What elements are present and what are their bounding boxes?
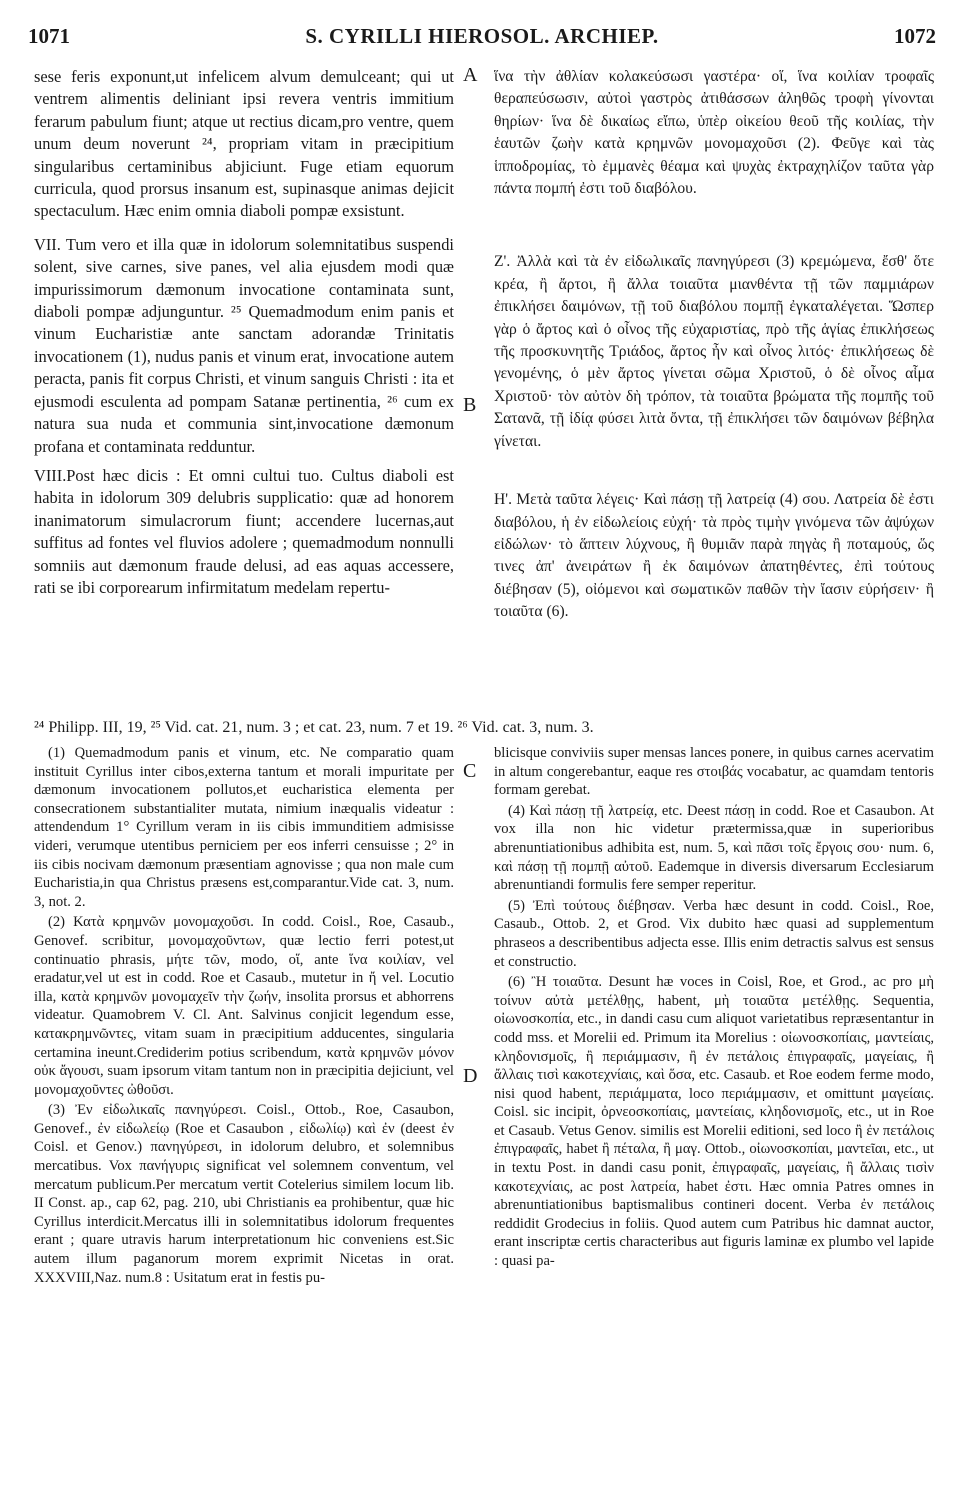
margin-letter-a: A [463,64,478,86]
latin-column [34,66,454,606]
footnote-continuation: blicisque conviviis super mensas lances ponere, in quibus carnes acervatim in altum congerebantur, eaque res στοιβάς vocabatur, ac quamdam tentoris formam gerebat. [494,745,934,799]
footnotes-right [494,744,934,1273]
greek-paragraph: Η'. Μετὰ ταῦτα λέγεις· Καὶ πάσῃ τῇ λατρείᾳ (4) σου. Λατρεία δὲ ἐστι διαβόλου, ἡ ἐν εἰδωλείοις εὐχή· τὰ πρὸς τιμὴν γινόμενα τῶν ἀψύχων εἰδώλων· τὸ ἅπτειν λύχνους, ἢ θυμιᾶν παρὰ πηγὰς ἢ ποταμούς, ὥς τινες ἀπ' ἀνειράτων ἢ ἐκ δαιμόνων ἀπατηθέντες, ἐπὶ τούτους διέβησαν (5), οἰόμενοι καὶ σωματικῶν παθῶν τὴν ἴασιν εὑρήσειν· ἢ τοιαῦτα (6). [494,491,934,621]
left-page-number: 1071 [28,24,70,48]
greek-column [494,66,934,631]
footnotes-left [34,744,454,1289]
scripture-references: ²⁴ Philipp. III, 19, ²⁵ Vid. cat. 21, num. 3 ; et cat. 23, num. 7 et 19. ²⁶ Vid. cat. 3, num. 3. [34,719,594,736]
margin-letter-c: C [463,760,477,782]
greek-paragraph: Ζ'. Ἀλλὰ καὶ τὰ ἐν εἰδωλικαῖς πανηγύρεσι (3) κρεμώμενα, ἔσθ' ὅτε κρέα, ἢ ἄρτοι, ἢ ἄλλα τοιαῦτα μιανθέντα τῇ τῶν παμμιάρων ἐπικλήσει δαιμόνων, τῇ τοῦ διαβόλου πομπῇ ἐγκαταλέγεται. Ὥσπερ γὰρ ὁ ἄρτος καὶ ὁ οἶνος τῆς εὐχαριστίας, πρὸ τῆς ἁγίας ἐπικλήσεως τῆς προσκυνητῆς Τριάδος, ἄρτος ἦν καὶ οἶνος λιτός· ἐπικλήσεως δὲ γενομένης, ὁ μὲν ἄρτος γίνεται σῶμα Χριστοῦ, ὁ δὲ οἶνος αἷμα Χριστοῦ· τὸν αὐτὸν δὴ τρόπον, τὰ τοιαῦτα βρώματα τῆς πομπῆς τοῦ Σατανᾶ, τῇ ἰδίᾳ φύσει λιτὰ ὄντα, τῇ ἐπικλήσει τῶν δαιμόνων βέβηλα γίνεται. [494,253,934,450]
footnote: (1) Quemadmodum panis et vinum, etc. Ne comparatio quam instituit Cyrillus inter cibos,externa tantum et morali impuritate per dæmonum invocationem pollutos,et eucharistica elementa per consecrationem substantialiter mutata, nimium inæqualis videatur : attendendum 1° Cyrillum veram in iis cibis immunditiem admisisse videri, verumque utentibus perniciem per eos inferri censuisse ; 2° in iis cibis nocivam dæmonum præsentiam agnovisse ; qua non male cum Eucharistia,in qua Christus præsens est,comparantur.Vide cat. 3, num. 3, not. 2. [34,745,454,910]
footnote: (4) Καὶ πάσῃ τῇ λατρείᾳ, etc. Deest πάσῃ in codd. Roe et Casaubon. At vox illa non hic videtur prætermissa,quæ in superioribus abrenuntiationibus adhibita est, num. 5, καὶ πᾶσι τοῖς ἔργοις σου· num. 6, καὶ πάσῃ τῇ πομπῇ αὐτοῦ. Eademque in diversis diversarum Ecclesiarum abrenuntiandi formulis fere semper reperitur. [494,802,934,894]
footnote: (2) Κατὰ κρημνῶν μονομαχοῦσι. In codd. Coisl., Roe, Casaub., Genovef. scribitur, μονομαχοῦντων, quæ lectio ferri potest,ut continuatio phrasis, μήτε τῶν, modo, οἵ, ante ἵνα κοιλίαν, vel eradatur,vel ut est in codd. Roe et Casaub., mutetur in ἤ vel. Locutio illa, κατὰ κρημνῶν μονομαχεῖν τὴν ζωήν, insolita prorsus et abhorrens videatur. Quamobrem V. Cl. Ant. Salvinus conjicit legendum esse, κατακρημνῶντες, vitam suam in præcipitium adducentes, singularia certamina ineunt.Crediderim potius scribendum, κατὰ κρημνῶν μόνον οὐκ ἄγουσι, suam ipsorum vitam tantum non in præcipitia dejiciunt, vel μονομαχοῦντες ὠθοῦσι. [34,914,454,1098]
margin-letter-d: D [463,1065,478,1087]
running-title: S. CYRILLI HIEROSOL. ARCHIEP. [305,24,659,48]
latin-paragraph: sese feris exponunt,ut infelicem alvum demulceant; qui ut ventrem alimentis deliniant ipsi revera ventris immitium ferarum pabulum fiunt; atque ut rectius dicam,pro ventre, quem unum deum noverunt ²⁴, propriam vitam in præcipitium singularibus certaminibus abjiciunt. Fuge etiam equorum curricula, quod prorsus insanum est, supinasque animas dejicit spectaculum. Hæc enim omnia diaboli pompæ exsistunt. [34,67,454,221]
footnote: (5) Ἐπὶ τούτους διέβησαν. Verba hæc desunt in codd. Coisl., Roe, Casaub., Ottob. 2, et Grod. Vix dubito hæc quasi ad supplementum phraseos a describentibus adjecta esse. Illis enim detractis salvus est sensus et constructio. [494,897,934,970]
footnote: (6) Ἢ τοιαῦτα. Desunt hæ voces in Coisl, Roe, et Grod., ac pro μὴ τοίνυν αὐτὰ μετέλθῃς, habent, μὴ τοιαῦτα μετέλθῃς. Sequentia, οἰωνοσκοπία, etc., in dandi casu cum aliquot varietatibus repræsentantur in codd mss. et Morelii ed. Primum ita Morelius : οἰωνοσκοπίαις, μαντείαις, κληδονισμοῖς, ἢ περιάμμασιν, ἢ ἐν πετάλοις ἐπιγραφαῖς, μαγείαις, ἢ ἄλλαις τισὶ κακοτεχνίαις, καὶ ὅσα, etc. Casaub. et Roe eodem ferme modo, nisi quod habent, περιάμματα, loco περιάμμασιν, et omittunt μαγείαις. Coisl. sic incipit, ὀρνεοσκοπίαις, μαντείαις, κληδονισμοῖς, etc., ut in Roe et Casaub. Vetus Genov. similis est Morelii editioni, sed loco ἢ ἐν πετάλοις ἐπιγραφαῖς, habet ἢ πέταλα, ἢ μαγ. Ottob., οἰωνοσκοπίαι, μαντεῖαι, etc., ut in textu Post. in dandi casu ponit, ἐπιγραφαῖς, μαγείαις, ἢ ἄλλαις τισὶν κακοτεχνίαις, ac post λατρεία, habet ἐστι. Hæc omnia Patres omnes in abrenuntiationibus baptismalibus contineri docent. Verba ἐν πετάλοις reddidit Grodecius in foliis. Quod autem cum Patribus hic damnat auctor, erant inscriptæ certis characteribus aut figuris laminæ ex plumbo vel lapide : quasi pa- [494,974,934,1270]
latin-paragraph: VII. Tum vero et illa quæ in idolorum solemnitatibus suspendi solent, sive carnes, sive panes, vel alia ejusdem modi quæ impurissimorum dæmonum invocatione contaminata sunt, diaboli pompæ adjunguntur. ²⁵ Quemadmodum enim panis et vinum Eucharistiæ ante sanctam adorandæ Trinitatis invocationem (1), nudus panis et vinum erat, invocatione autem peracta, panis fit corpus Christi, et vinum sanguis Christi : ita et ejusmodi esculenta ad pompam Satanæ pertinentia, ²⁶ cum ex natura sua nuda et communia sint,invocatione dæmonum profana et contaminata redduntur. [34,234,454,456]
page-header [28,20,936,52]
margin-letter-b: B [463,394,477,416]
greek-paragraph: ἵνα τὴν ἀθλίαν κολακεύσωσι γαστέρα· οἵ, ἵνα κοιλίαν τροφαῖς θεραπεύσωσιν, αὐτοὶ γαστρὸς ἀτιθάσσων ἀληθῶς τροφὴ γίνονται θηρίων· ἵνα δὲ δικαίως εἴπω, ὑπὲρ οἰκείου θεοῦ τῆς κοιλίας, τὴν ἑαυτῶν ζωὴν κατὰ κρημνῶν μονομαχοῦσι (2). Φεῦγε καὶ τὰς ἱπποδρομίας, τὸ ἐμμανὲς θέαμα καὶ ψυχὰς ἐκτραχηλίζον ταῦτα γὰρ πάντα πομπή ἐστι τοῦ διαβόλου. [494,68,934,198]
latin-paragraph: VIII.Post hæc dicis : Et omni cultui tuo. Cultus diaboli est habita in idolorum 309 delubris supplicatio: quæ ad honorem inanimatorum simulacrorum fiunt; accendere lucernas,aut suffitus ad fontes vel fluvios adolere ; quemadmodum nonnulli somniis aut dæmonum fraude delusi, ad eas aquas accessere, rati se ibi corporearum infirmitatum medelam repertu- [34,465,454,597]
footnote: (3) Ἐν εἰδωλικαῖς πανηγύρεσι. Coisl., Ottob., Roe, Casaubon, Genovef., ἐν εἰδωλείῳ (Roe et Casaubon , εἰδωλίῳ) καὶ ἐν (deest ἐν Coisl. et Genov.) πανηγύρεσι, in idolorum delubro, et solemnibus mercatibus. Vox πανήγυρις significat vel solemnem conventum, vel mercatum publicum.Per mercatum vertit Cotelerius similem locum lib. II Const. ap., cap 62, pag. 210, ubi Christianis ea prohibentur, quæ hic Cyrillus interdicit.Mercatus illi in solemnitatibus idolorum frequentes erant ; quare utravis harum interpretationum hic conveniens est.Sic autem illum paganorum morem exprimit Nicetas in orat. XXXVIII,Naz. num.8 : Usitatum erat in festis pu- [34,1102,454,1286]
right-page-number: 1072 [894,24,936,48]
